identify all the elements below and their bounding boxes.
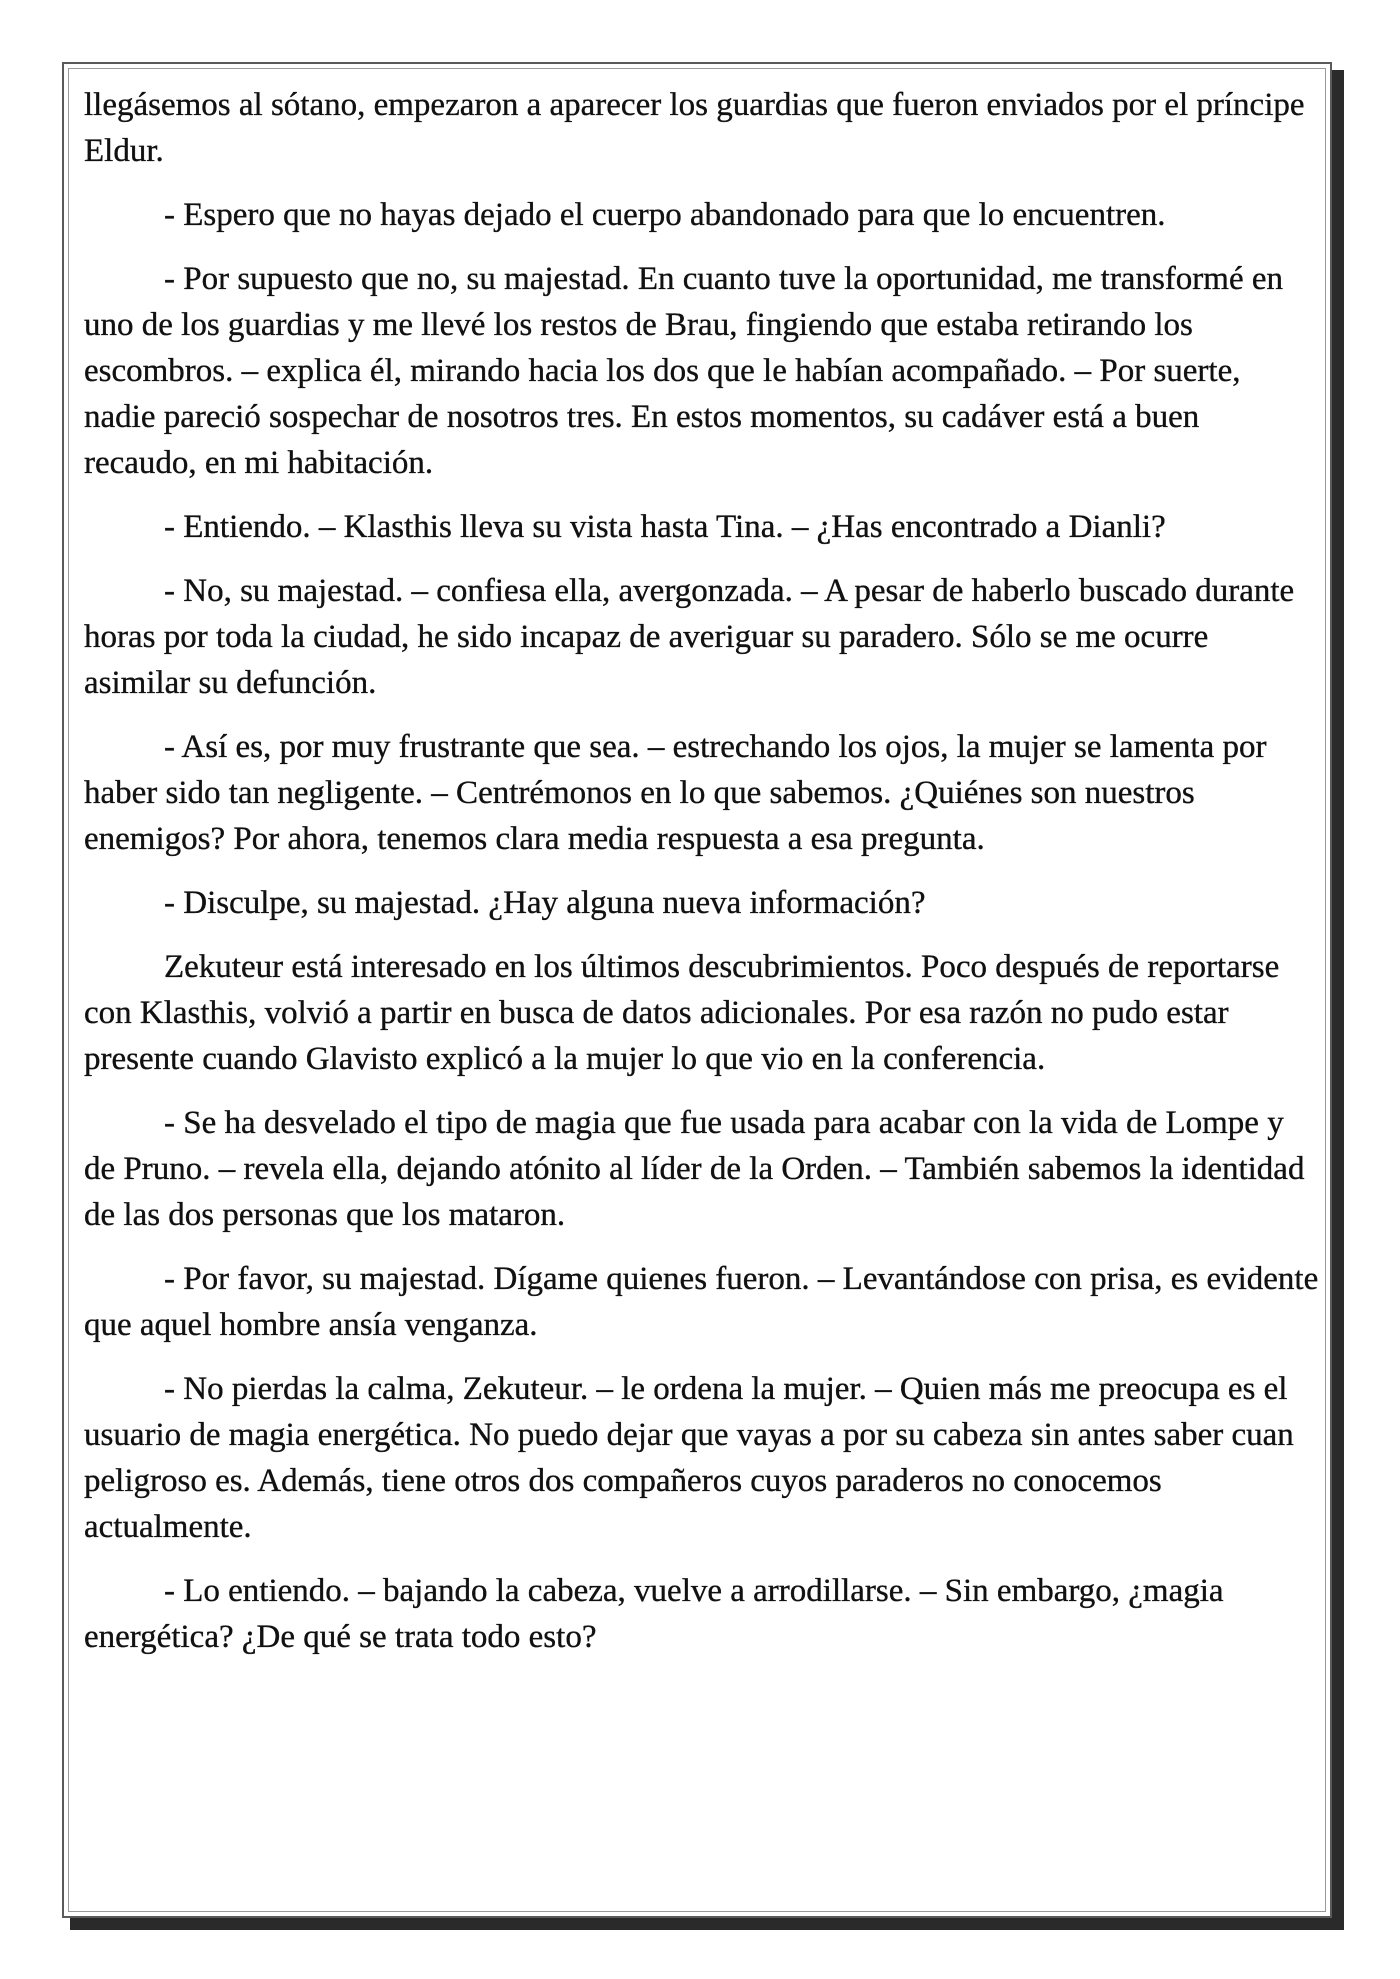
paragraph: - Por favor, su majestad. Dígame quienes fueron. – Levantándose con prisa, es evidente que aquel hombre ansía venganza. (84, 1261, 1319, 1343)
paragraph: - Disculpe, su majestad. ¿Hay alguna nueva información? (164, 885, 926, 921)
paragraph: llegásemos al sótano, empezaron a aparecer los guardias que fueron enviados por el príncipe Eldur. (84, 87, 1305, 169)
paragraph: - Lo entiendo. – bajando la cabeza, vuelve a arrodillarse. – Sin embargo, ¿magia energética? ¿De qué se trata todo esto? (84, 1573, 1224, 1655)
paragraph: - No pierdas la calma, Zekuteur. – le ordena la mujer. – Quien más me preocupa es el usuario de magia energética. No puedo dejar que vayas a por su cabeza sin antes saber cuan peligroso es. Además, tiene otros dos compañeros cuyos paraderos no conocemos actualmente. (84, 1371, 1294, 1545)
paragraph: - Por supuesto que no, su majestad. En cuanto tuve la oportunidad, me transformé en uno de los guardias y me llevé los restos de Brau, fingiendo que estaba retirando los escombros. – explica él, mirando hacia los dos que le habían acompañado. – Por suerte, nadie pareció sospechar de nosotros tres. En estos momentos, su cadáver está a buen recaudo, en mi habitación. (84, 261, 1283, 481)
page-body-text (84, 82, 1320, 1678)
paragraph: Zekuteur está interesado en los últimos descubrimientos. Poco después de reportarse con Klasthis, volvió a partir en busca de datos adicionales. Por esa razón no pudo estar presente cuando Glavisto explicó a la mujer lo que vio en la conferencia. (84, 949, 1280, 1077)
paragraph: - Espero que no hayas dejado el cuerpo abandonado para que lo encuentren. (164, 197, 1166, 233)
paragraph: - Entiendo. – Klasthis lleva su vista hasta Tina. – ¿Has encontrado a Dianli? (164, 509, 1166, 545)
paragraph: - Así es, por muy frustrante que sea. – estrechando los ojos, la mujer se lamenta por haber sido tan negligente. – Centrémonos en lo que sabemos. ¿Quiénes son nuestros enemigos? Por ahora, tenemos clara media respuesta a esa pregunta. (84, 729, 1267, 857)
paragraph: - Se ha desvelado el tipo de magia que fue usada para acabar con la vida de Lompe y de Pruno. – revela ella, dejando atónito al líder de la Orden. – También sabemos la identidad de las dos personas que los mataron. (84, 1105, 1305, 1233)
paragraph: - No, su majestad. – confiesa ella, avergonzada. – A pesar de haberlo buscado durante horas por toda la ciudad, he sido incapaz de averiguar su paradero. Sólo se me ocurre asimilar su defunción. (84, 573, 1295, 701)
